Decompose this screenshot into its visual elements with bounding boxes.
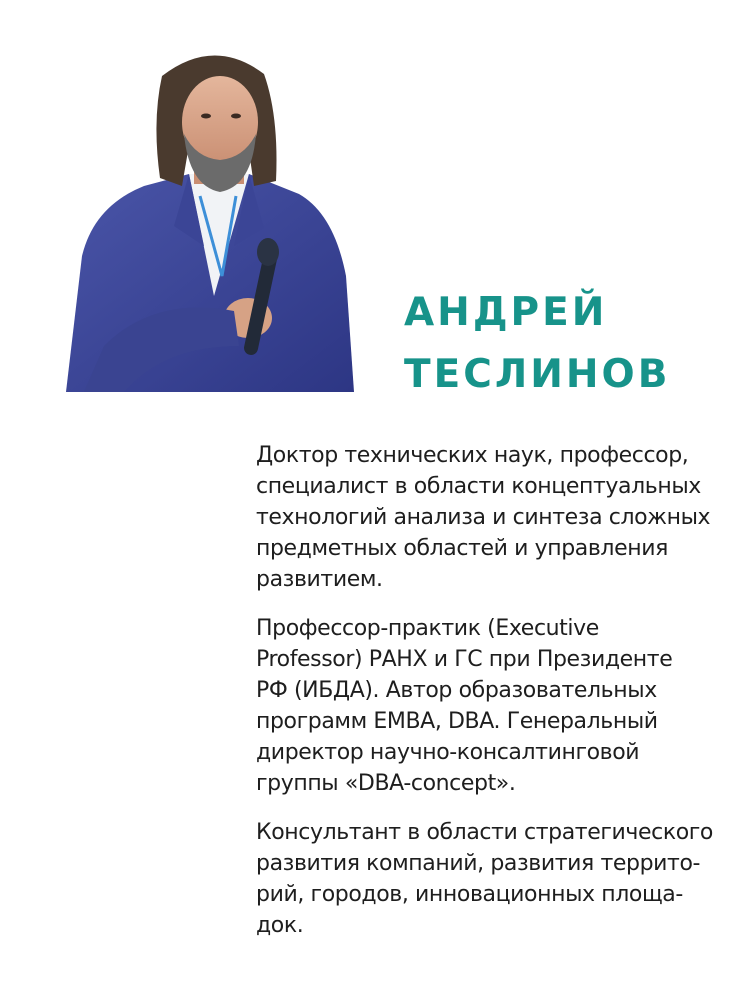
bio-paragraph-consulting — [256, 817, 716, 941]
bio-line: программ EMBA, DBA. Генеральный — [256, 709, 658, 734]
bio-line: док. — [256, 913, 304, 938]
bio-line: развития компаний, развития террито- — [256, 851, 701, 876]
bio-line: Professor) РАНХ и ГС при Президенте — [256, 647, 673, 672]
speaker-last-name: ТЕСЛИНОВ — [404, 352, 671, 397]
bio-line: рий, городов, инновационных площа- — [256, 882, 683, 907]
bio-line: Консультант в области стратегического — [256, 820, 713, 845]
bio-line: группы «DBA-concept». — [256, 771, 516, 796]
bio-line: Доктор технических наук, профессор, — [256, 443, 689, 468]
bio-line: специалист в области концептуальных — [256, 474, 701, 499]
bio-line: технологий анализа и синтеза сложных — [256, 505, 711, 530]
bio-paragraph-academic — [256, 440, 716, 595]
bio-line: развитием. — [256, 567, 383, 592]
speaker-name — [404, 282, 724, 406]
bio-line: директор научно-консалтинговой — [256, 740, 640, 765]
bio-line: Профессор-практик (Executive — [256, 616, 599, 641]
speaker-bio — [256, 440, 716, 959]
speaker-first-name: АНДРЕЙ — [404, 290, 608, 335]
speaker-portrait — [64, 46, 364, 392]
bio-line: предметных областей и управления — [256, 536, 668, 561]
bio-paragraph-professional — [256, 613, 716, 799]
bio-line: РФ (ИБДА). Автор образовательных — [256, 678, 657, 703]
